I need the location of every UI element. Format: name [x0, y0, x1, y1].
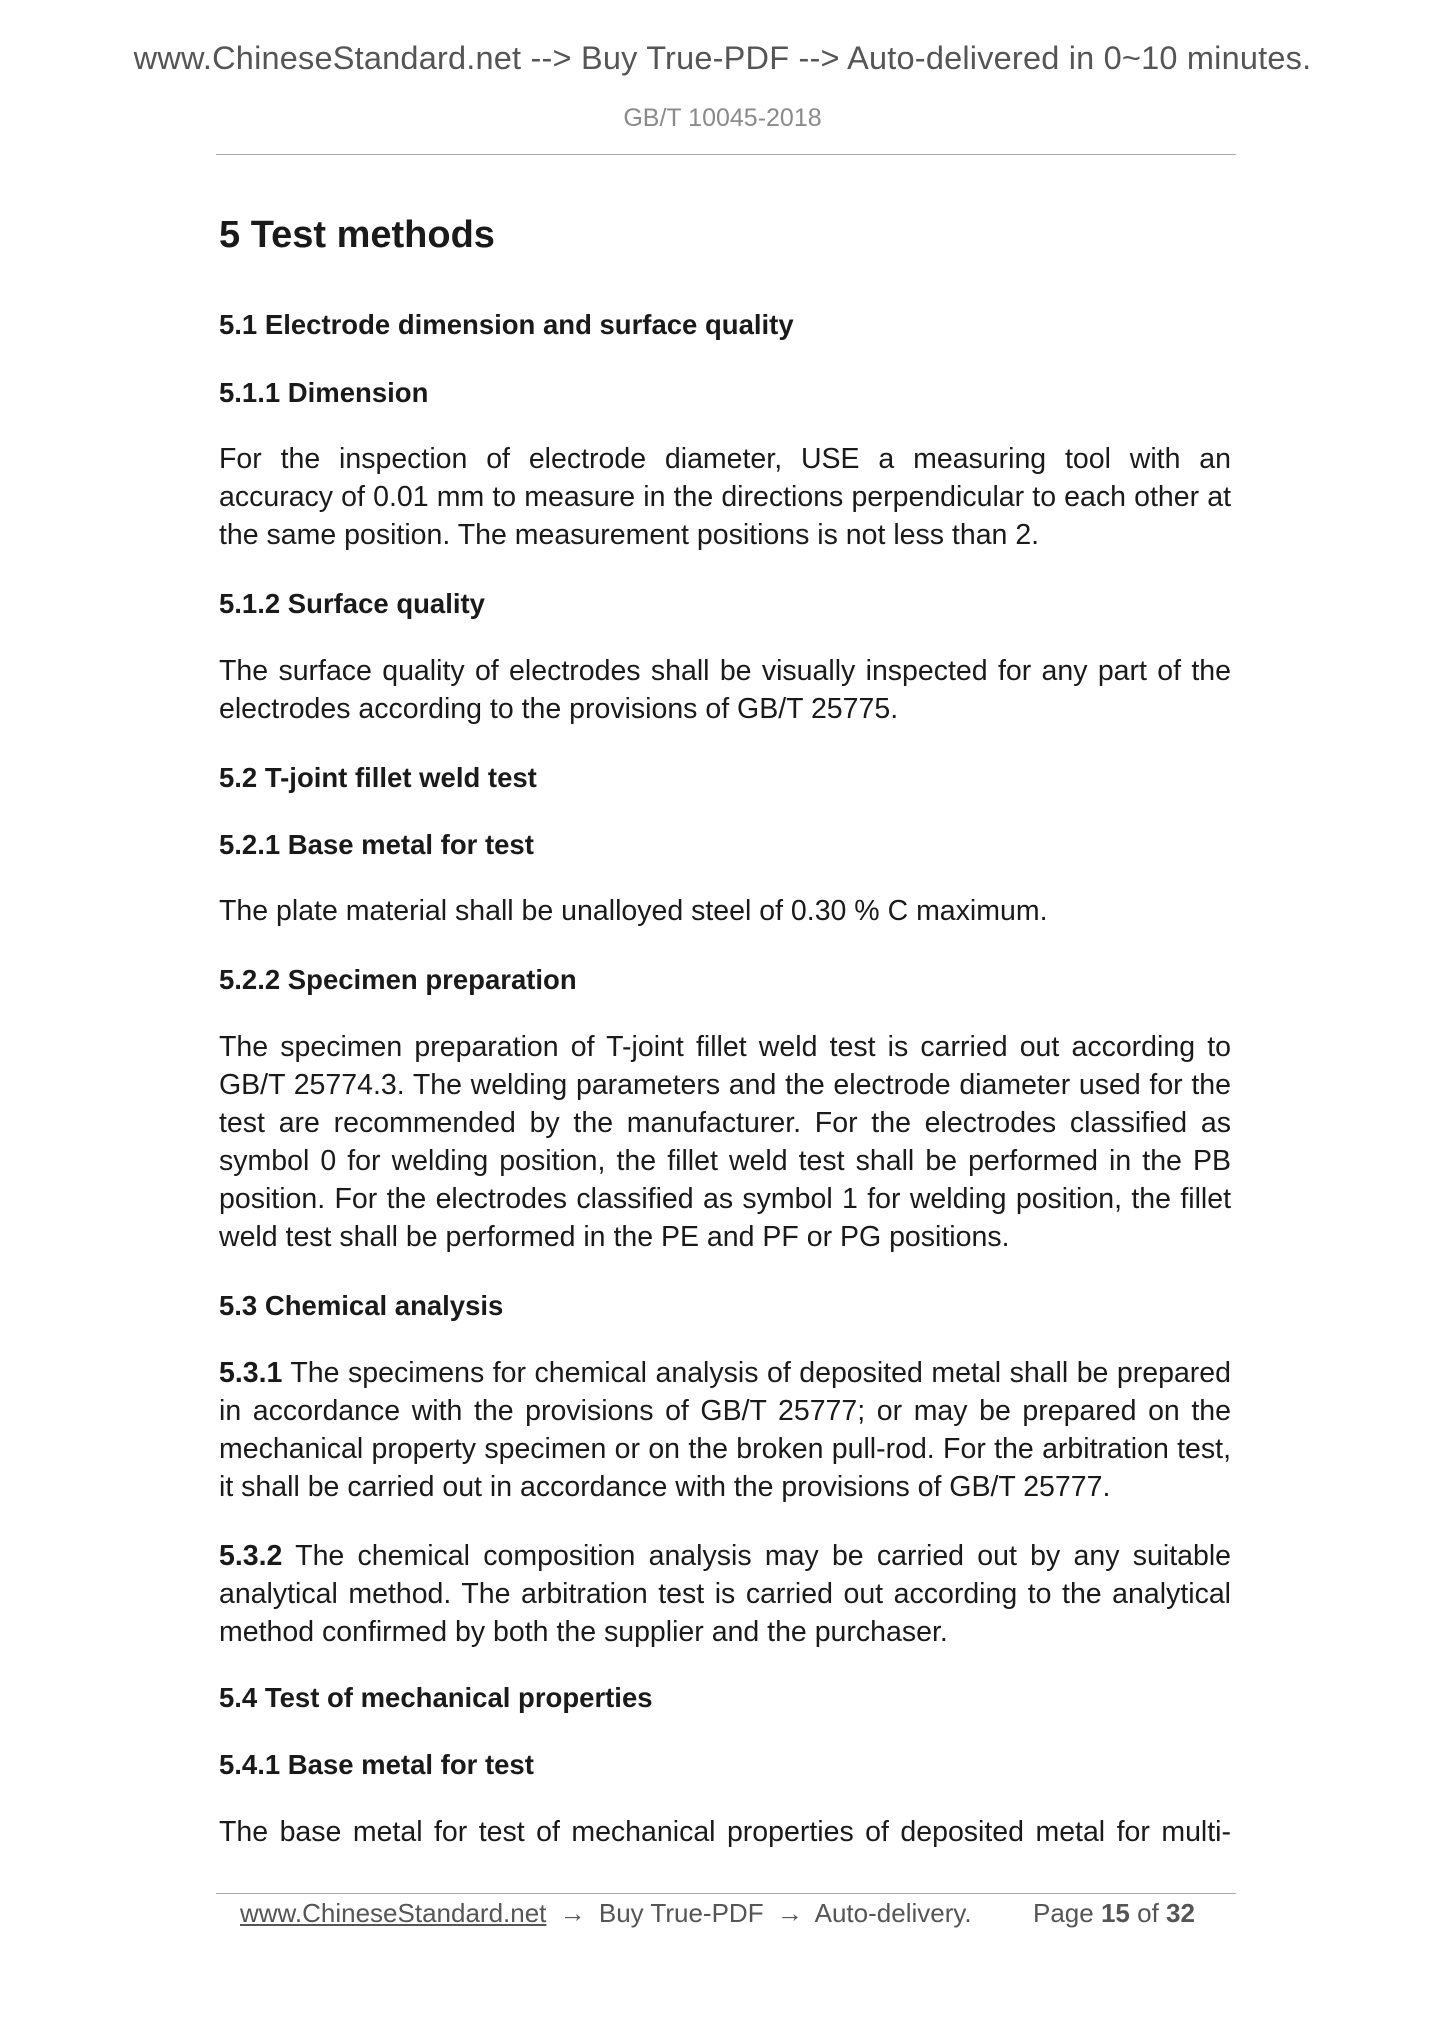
page-indicator [1033, 1898, 1195, 1929]
section-5-1-1-title: 5.1.1 Dimension [219, 377, 429, 408]
page-current: 15 [1100, 1898, 1130, 1928]
standard-number: GB/T 10045-2018 [623, 104, 822, 132]
of-word: of [1137, 1898, 1159, 1928]
footer-site-link[interactable]: www.ChineseStandard.net [240, 1898, 547, 1928]
section-5-3-2-paragraph [219, 1537, 1231, 1651]
footer-divider [216, 1893, 1236, 1894]
section-5-1-1-paragraph: For the inspection of electrode diameter, USE a measuring tool with an accuracy of 0.01 mm to measure in the directions perpendicular to each other at the same position. The measurement positions is not less than 2. [219, 443, 1231, 551]
section-5-4-title: 5.4 Test of mechanical properties [219, 1682, 653, 1713]
footer-delivery-text: Auto-delivery. [814, 1898, 972, 1928]
section-5-3-title: 5.3 Chemical analysis [219, 1290, 504, 1321]
clause-number-5-3-2: 5.3.2 [219, 1540, 283, 1572]
section-5-4-1-paragraph: The base metal for test of mechanical properties of deposited metal for multi- [219, 1816, 1231, 1848]
section-5-1-title: 5.1 Electrode dimension and surface quality [219, 309, 794, 340]
section-5-3-1-paragraph [219, 1354, 1231, 1506]
section-5-2-1-title: 5.2.1 Base metal for test [219, 829, 534, 860]
section-5-4-1-title: 5.4.1 Base metal for test [219, 1749, 534, 1780]
footer-buy-text: Buy True-PDF [598, 1898, 764, 1928]
section-5-1-2-title: 5.1.2 Surface quality [219, 588, 485, 619]
footer-note [240, 1898, 972, 1929]
header-divider [216, 154, 1236, 155]
clause-text-5-3-1: The specimens for chemical analysis of deposited metal shall be prepared in accordance with the provisions of GB/T 25777; or may be prepared on the mechanical property specimen or on the broken pull-rod. For the arbitration test, it shall be carried out in accordance with the provisions of GB/T 25777. [219, 1357, 1231, 1503]
section-5-title: 5 Test methods [219, 214, 495, 256]
clause-text-5-3-2: The chemical composition analysis may be carried out by any suitable analytical method. The arbitration test is carried out according to the analytical method confirmed by both the supplier and the purchaser. [219, 1540, 1231, 1648]
arrow-right-icon: → [776, 1898, 803, 1928]
page-word: Page [1033, 1898, 1094, 1928]
source-banner: www.ChineseStandard.net --> Buy True-PDF --> Auto-delivered in 0~10 minutes. [133, 40, 1312, 76]
clause-number-5-3-1: 5.3.1 [219, 1357, 283, 1389]
page-total: 32 [1166, 1898, 1195, 1928]
section-5-2-2-paragraph: The specimen preparation of T-joint fillet weld test is carried out according to GB/T 25774.3. The welding parameters and the electrode diameter used for the test are recommended by the manufacturer. For the electrodes classified as symbol 0 for welding position, the fillet weld test shall be performed in the PB position. For the electrodes classified as symbol 1 for welding position, the fillet weld test shall be performed in the PE and PF or PG positions. [219, 1031, 1231, 1253]
section-5-2-title: 5.2 T-joint fillet weld test [219, 762, 537, 793]
section-5-2-2-title: 5.2.2 Specimen preparation [219, 964, 577, 995]
section-5-2-1-paragraph: The plate material shall be unalloyed steel of 0.30 % C maximum. [219, 895, 1048, 927]
section-5-1-2-paragraph: The surface quality of electrodes shall be visually inspected for any part of the electrodes according to the provisions of GB/T 25775. [219, 655, 1231, 725]
arrow-right-icon: → [559, 1898, 586, 1928]
